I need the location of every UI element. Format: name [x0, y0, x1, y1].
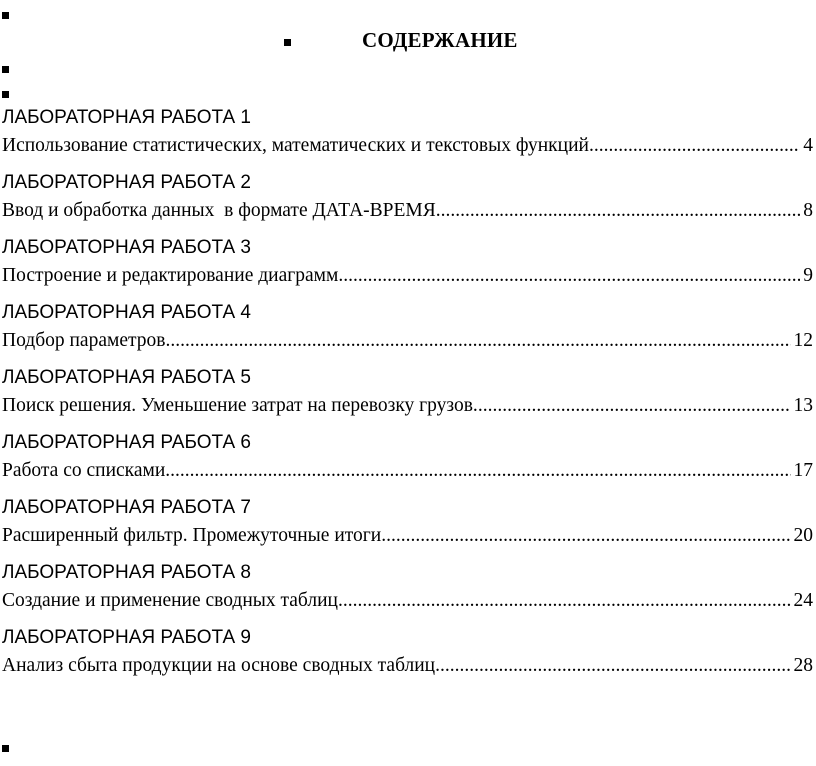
toc-entry: [2, 627, 813, 692]
toc-entry: [2, 432, 813, 497]
toc-entry-title: Расширенный фильтр. Промежуточные итоги.: [2, 525, 387, 546]
toc-heading: ЛАБОРАТОРНАЯ РАБОТА 5: [2, 367, 251, 388]
toc-entry-title: Анализ сбыта продукции на основе сводных таблиц.: [2, 655, 440, 676]
toc-entry-title: Ввод и обработка данных в формате ДАТА-ВРЕМЯ: [2, 200, 436, 221]
toc-heading: ЛАБОРАТОРНАЯ РАБОТА 4: [2, 302, 251, 323]
toc-link[interactable]: [2, 330, 813, 352]
dot-leader: [594, 135, 800, 157]
page-title: СОДЕРЖАНИЕ: [362, 28, 518, 52]
toc-heading: ЛАБОРАТОРНАЯ РАБОТА 6: [2, 432, 251, 453]
bullet-marker: [2, 745, 9, 752]
toc-page-number: 9: [803, 265, 813, 286]
table-of-contents: [2, 107, 813, 692]
toc-page-number: 20: [793, 525, 813, 546]
dot-leader: [343, 590, 791, 612]
toc-link[interactable]: [2, 395, 813, 417]
toc-link[interactable]: [2, 135, 813, 157]
toc-entry: [2, 367, 813, 432]
toc-page-number: 24: [793, 590, 813, 611]
toc-entry: [2, 107, 813, 172]
bullet-marker: [284, 39, 291, 46]
toc-link[interactable]: [2, 525, 813, 547]
bullet-marker: [2, 12, 9, 19]
toc-entry-title: Работа со списками.: [2, 460, 171, 481]
toc-entry: [2, 237, 813, 302]
dot-leader: [440, 655, 791, 677]
toc-entry-title: Подбор параметров.: [2, 330, 171, 351]
bullet-marker: [2, 91, 9, 98]
dot-leader: [170, 460, 790, 482]
toc-page-number: 12: [793, 330, 813, 351]
toc-link[interactable]: [2, 460, 813, 482]
toc-entry: [2, 302, 813, 367]
toc-link[interactable]: [2, 655, 813, 677]
toc-link[interactable]: [2, 590, 813, 612]
toc-entry-title: Использование статистических, математических и текстовых функций.: [2, 135, 594, 156]
toc-page-number: 13: [793, 395, 813, 416]
toc-link[interactable]: [2, 265, 813, 287]
dot-leader: [478, 395, 791, 417]
toc-heading: ЛАБОРАТОРНАЯ РАБОТА 3: [2, 237, 251, 258]
toc-heading: ЛАБОРАТОРНАЯ РАБОТА 2: [2, 172, 251, 193]
dot-leader: [170, 330, 790, 352]
toc-heading: ЛАБОРАТОРНАЯ РАБОТА 9: [2, 627, 251, 648]
toc-page-number: 4: [803, 135, 813, 156]
toc-heading: ЛАБОРАТОРНАЯ РАБОТА 8: [2, 562, 251, 583]
toc-entry-title: Построение и редактирование диаграмм.: [2, 265, 344, 286]
toc-page-number: 17: [793, 460, 813, 481]
dot-leader: [343, 265, 800, 287]
toc-entry: [2, 562, 813, 627]
toc-page-number: 28: [793, 655, 813, 676]
toc-link[interactable]: [2, 200, 813, 222]
toc-entry-title: Создание и применение сводных таблиц.: [2, 590, 343, 611]
toc-entry: [2, 172, 813, 237]
bullet-marker: [2, 66, 9, 73]
dot-leader: [386, 525, 790, 547]
toc-heading: ЛАБОРАТОРНАЯ РАБОТА 1: [2, 107, 251, 128]
toc-page-number: 8: [803, 200, 813, 221]
dot-leader: [436, 200, 800, 222]
toc-entry: [2, 497, 813, 562]
toc-entry-title: Поиск решения. Уменьшение затрат на перевозку грузов.: [2, 395, 478, 416]
toc-heading: ЛАБОРАТОРНАЯ РАБОТА 7: [2, 497, 251, 518]
